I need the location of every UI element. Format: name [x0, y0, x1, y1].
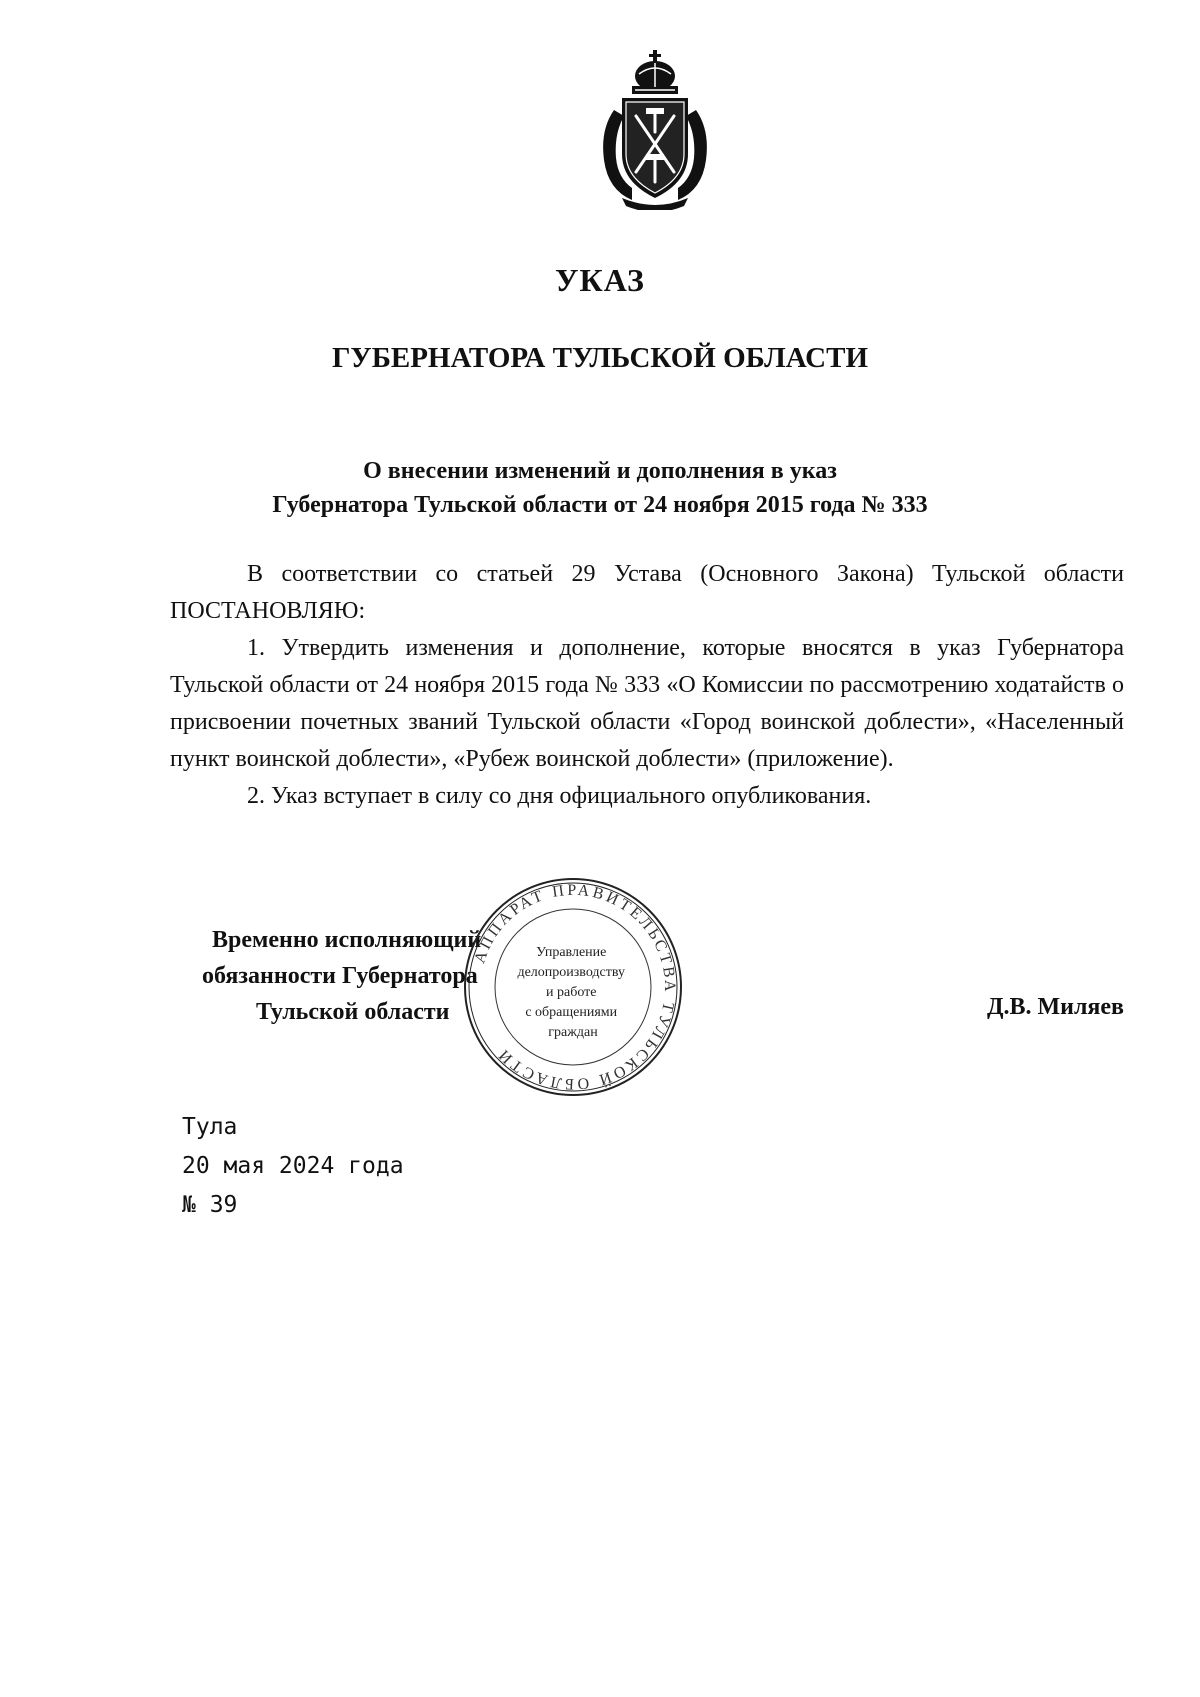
- stamp-line-3: и работе: [546, 985, 597, 1000]
- item-1-paragraph: 1. Утвердить изменения и дополнение, которые вносятся в указ Губернатора Тульской области от 24 ноября 2015 года № 333 «О Комиссии по рассмотрению ходатайств о присвоении почетных званий Тульской области «Город воинской доблести», «Населенный пункт воинской доблести», «Рубеж воинской доблести» (приложение).: [170, 635, 1124, 772]
- subject-line-1: О внесении изменений и дополнения в указ: [363, 458, 837, 484]
- preamble-paragraph: В соответствии со статьей 29 Устава (Основного Закона) Тульской области ПОСТАНОВЛЯЮ:: [170, 561, 1124, 624]
- position-line-2: обязанности Губернатора: [202, 963, 478, 989]
- coat-of-arms-icon: [592, 50, 718, 210]
- subject-line-2: Губернатора Тульской области от 24 ноября 2015 года № 333: [272, 492, 928, 518]
- document-body: [170, 556, 1124, 815]
- document-title: УКАЗ: [555, 262, 645, 298]
- svg-text:Управление делопроизводств: [517, 945, 628, 1040]
- issue-date: 20 мая 2024 года: [182, 1153, 404, 1179]
- stamp-line-4: с обращениями: [525, 1005, 618, 1020]
- position-line-1: Временно исполняющий: [212, 927, 482, 953]
- document-footer: [182, 1108, 404, 1225]
- position-line-3: Тульской области: [256, 999, 450, 1025]
- official-stamp: [462, 876, 684, 1098]
- signatory-name: Д.В. Миляев: [986, 994, 1124, 1020]
- document-issuer: ГУБЕРНАТОРА ТУЛЬСКОЙ ОБЛАСТИ: [331, 342, 869, 374]
- document-number: № 39: [182, 1192, 238, 1218]
- stamp-outer-text: АППАРАТ ПРАВИТЕЛЬСТВА ТУЛЬСКОЙ ОБЛАСТИ: [471, 881, 679, 1093]
- stamp-line-1: Управление: [536, 945, 607, 960]
- stamp-line-5: граждан: [548, 1025, 598, 1040]
- document-subject: [0, 454, 1200, 522]
- issue-city: Тула: [182, 1114, 238, 1140]
- item-2-paragraph: 2. Указ вступает в силу со дня официального опубликования.: [247, 783, 872, 809]
- stamp-line-2: делопроизводству: [517, 965, 626, 980]
